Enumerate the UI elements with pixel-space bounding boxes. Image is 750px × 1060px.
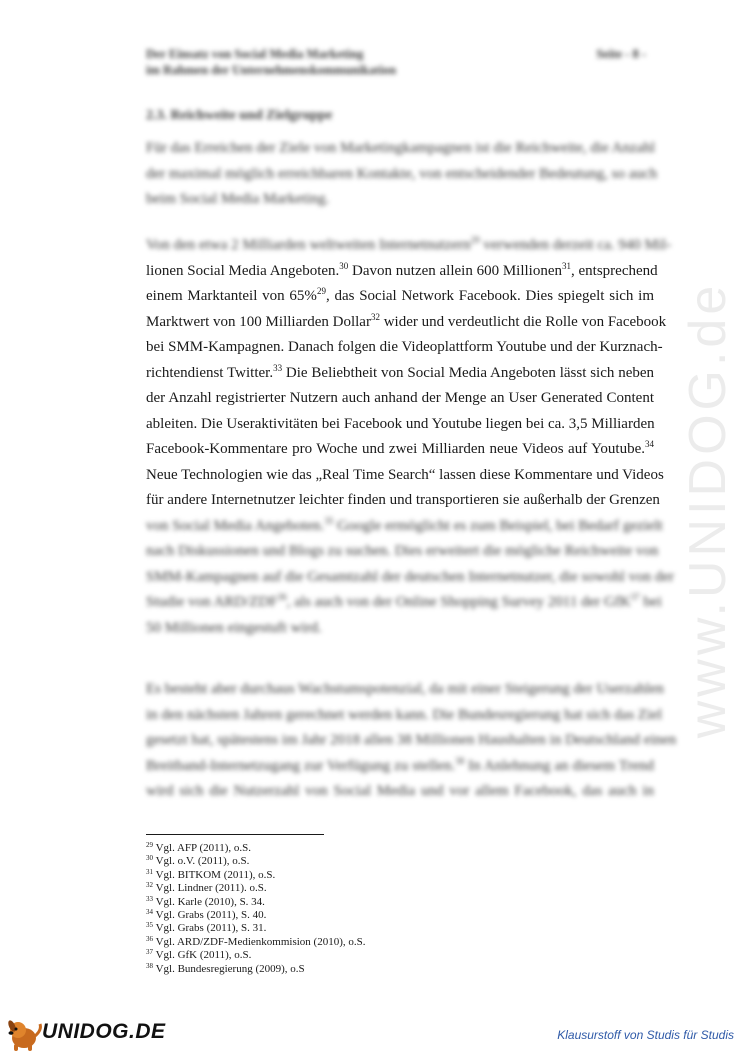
watermark (668, 280, 748, 740)
text-line: Für das Erreichen der Ziele von Marketingkampagnen ist die Reichweite, die Anzahl (146, 140, 655, 156)
footnote-list (146, 842, 365, 976)
text-line: einem Marktanteil von 65%$^{29}$, das Social Network Facebook. Dies spiegelt sich im (146, 286, 655, 304)
text-line: der Anzahl registrierter Nutzern auch anhand der Menge an User Generated Content (146, 390, 654, 406)
footnote: $^{35}$ Vgl. Grabs (2011), S. 31. (146, 921, 267, 935)
page-header (146, 46, 646, 78)
footnote: $^{34}$ Vgl. Grabs (2011), S. 40. (146, 908, 267, 922)
footnote: $^{30}$ Vgl. o.V. (2011), o.S. (146, 854, 250, 868)
dog-icon (4, 1016, 44, 1052)
header-title-line2: im Rahmen der Unternehmenskommunikation (146, 63, 397, 77)
header-title-line1: Der Einsatz von Social Media Marketing (146, 47, 364, 61)
paragraph-intro (146, 136, 658, 213)
text-line: lionen Social Media Angeboten.$^{30}$ Davon nutzen allein 600 Millionen$^{31}$, entsprechend (146, 260, 658, 279)
footnote: $^{38}$ Vgl. Bundesregierung (2009), o.S (146, 961, 305, 975)
text-line: für andere Internetnutzer leichter finden und transportieren sie außerhalb der Grenzen (146, 492, 660, 508)
paragraph-main (146, 233, 674, 641)
text-line: beim Social Media Marketing. (146, 191, 330, 207)
text-line: Breitband-Internetzugang zur Verfügung zu stellen.$^{38}$ In Anlehnung an diesem Trend (146, 755, 654, 774)
unidog-logo[interactable] (4, 1016, 164, 1052)
text-line: 50 Millionen eingestuft wird. (146, 619, 322, 636)
paragraph-growth (146, 677, 677, 805)
text-line: in den nächsten Jahren gerechnet werden kann. Die Bundesregierung hat sich das Ziel (146, 706, 663, 723)
text-line: Facebook-Kommentare pro Woche und zwei Milliarden neue Videos auf Youtube.$^{34}$ (146, 439, 654, 457)
footnote: $^{29}$ Vgl. AFP (2011), o.S. (146, 841, 252, 854)
footnote: $^{32}$ Vgl. Lindner (2011). o.S. (146, 881, 267, 895)
page-number: Seite - 8 - (596, 47, 646, 61)
logo-text: UNIDOG.DE (42, 1020, 166, 1043)
text-line: von Social Media Angeboten.$^{35}$ Google ermöglicht es zum Beispiel, bei Bedarf gezielt (146, 515, 663, 534)
text-line: Neue Technologien wie das „Real Time Search“ lassen diese Kommentare und Videos (146, 466, 664, 483)
footnote: $^{37}$ Vgl. GfK (2011), o.S. (146, 948, 252, 962)
text-line: gesetzt hat, spätestens im Jahr 2018 allen 38 Millionen Haushalten in Deutschland einen (146, 732, 677, 748)
text-line: Studie von ARD/ZDF$^{36}$, als auch von der Online Shopping Survey 2011 der GfK$^{37}$ bei (146, 592, 662, 610)
watermark-text: www.UNIDOG.de (679, 281, 737, 739)
text-line: ableiten. Die Useraktivitäten bei Facebook und Youtube liegen bei ca. 3,5 Milliarden (146, 415, 655, 432)
text-line: bei SMM-Kampagnen. Danach folgen die Videoplattform Youtube und der Kurznach- (146, 339, 663, 355)
footnote-divider (146, 834, 324, 835)
text-line: wird sich die Nutzerzahl von Social Media und vor allem Facebook, das auch in (146, 783, 654, 799)
section-title: 2.3. Reichweite und Zielgruppe (146, 108, 333, 123)
footnote: $^{36}$ Vgl. ARD/ZDF-Medienkommision (2010), o.S. (146, 934, 366, 948)
text-line: nach Diskussionen und Blogs zu suchen. Dies erweitert die mögliche Reichweite von (146, 543, 659, 559)
footnote: $^{31}$ Vgl. BITKOM (2011), o.S. (146, 867, 276, 881)
text-line: der maximal möglich erreichbaren Kontakte, von entscheidender Bedeutung, so auch (146, 165, 658, 182)
text-line: Von den etwa 2 Milliarden weltweiten Internetnutzern$^{29}$ verwenden derzeit ca. 940 Mil- (146, 235, 672, 253)
text-line: Marktwert von 100 Milliarden Dollar$^{32}$ wider und verdeutlicht die Rolle von Facebook (146, 311, 667, 330)
text-line: SMM-Kampagnen auf die Gesamtzahl der deutschen Internetnutzer, die sowohl von der (146, 568, 674, 585)
text-line: Es besteht aber durchaus Wachstumspotenzial, da mit einer Steigerung der Userzahlen (146, 681, 664, 697)
text-line: richtendienst Twitter.$^{33}$ Die Beliebtheit von Social Media Angeboten lässt sich neben (146, 362, 655, 381)
footnote: $^{33}$ Vgl. Karle (2010), S. 34. (146, 894, 265, 908)
tagline: Klausurstoff von Studis für Studis (557, 1028, 734, 1042)
